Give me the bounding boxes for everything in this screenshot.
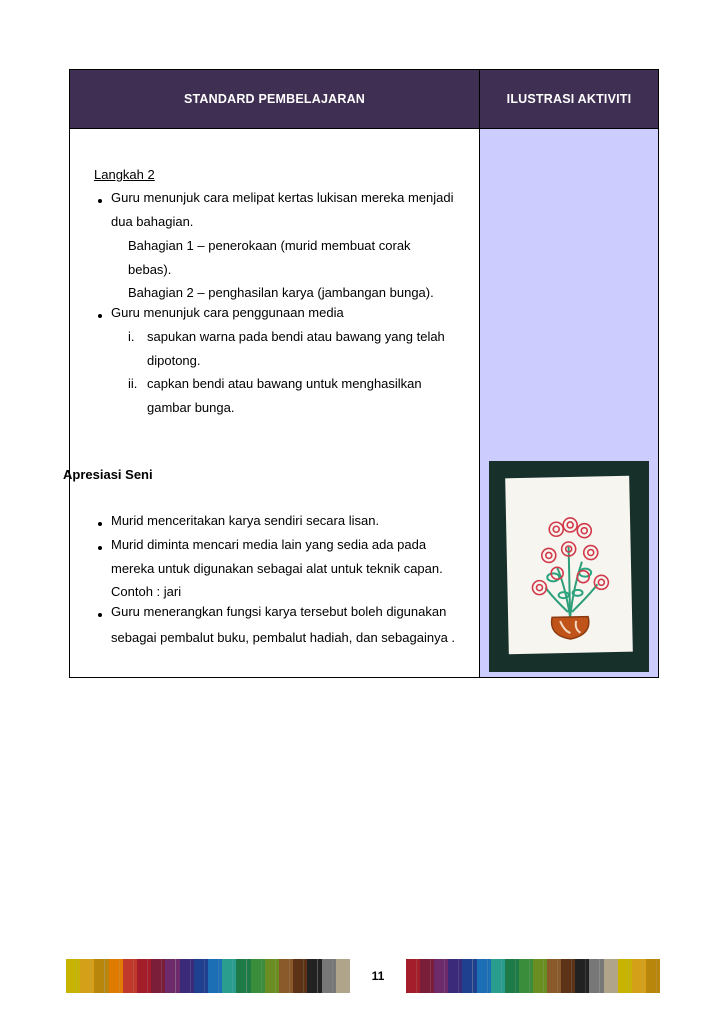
- sub-item-i-line-2: dipotong.: [147, 353, 201, 368]
- sub-item-i-label: i.: [128, 329, 135, 344]
- bullet-icon: [98, 314, 102, 318]
- bahagian-2: Bahagian 2 – penghasilan karya (jambangan bunga).: [128, 285, 434, 300]
- pencil: [208, 959, 222, 993]
- apresiasi-bullet-2-line-1: Murid diminta mencari media lain yang sedia ada pada: [111, 537, 427, 552]
- pencil: [165, 959, 179, 993]
- pencil: [94, 959, 108, 993]
- pencil-strip-right: [406, 959, 660, 993]
- pencil: [420, 959, 434, 993]
- pencil: [547, 959, 561, 993]
- pencil: [265, 959, 279, 993]
- apresiasi-bullet-2-line-3: Contoh : jari: [111, 584, 182, 599]
- pencil: [80, 959, 94, 993]
- pencil: [533, 959, 547, 993]
- pencil: [505, 959, 519, 993]
- pencil: [604, 959, 618, 993]
- pencil: [491, 959, 505, 993]
- pencil: [406, 959, 420, 993]
- bahagian-1-line-2: bebas).: [128, 262, 172, 277]
- pencil: [322, 959, 336, 993]
- pencil: [222, 959, 236, 993]
- pencil: [519, 959, 533, 993]
- sub-item-ii-line-1: capkan bendi atau bawang untuk menghasilkan: [147, 376, 422, 391]
- pencil: [561, 959, 575, 993]
- pencil: [434, 959, 448, 993]
- pencil: [180, 959, 194, 993]
- pencil: [66, 959, 80, 993]
- header-standard-pembelajaran: STANDARD PEMBELAJARAN: [183, 92, 366, 106]
- pencil: [477, 959, 491, 993]
- pencil: [279, 959, 293, 993]
- pencil: [194, 959, 208, 993]
- langkah-bullet-1-line-1: Guru menunjuk cara melipat kertas lukisan mereka menjadi: [111, 190, 454, 205]
- pencil: [236, 959, 250, 993]
- apresiasi-bullet-3-line-2: sebagai pembalut buku, pembalut hadiah, dan sebagainya .: [111, 630, 456, 645]
- sub-item-ii-line-2: gambar bunga.: [147, 400, 235, 415]
- pencil: [575, 959, 589, 993]
- apresiasi-bullet-2-line-2: mereka untuk digunakan sebagai alat untuk teknik capan.: [111, 561, 443, 576]
- bullet-icon: [98, 522, 102, 526]
- page-footer: [66, 959, 660, 993]
- pencil: [336, 959, 350, 993]
- langkah-bullet-2: Guru menunjuk cara penggunaan media: [111, 305, 344, 320]
- pencil-strip-left: [66, 959, 350, 993]
- pencil: [462, 959, 476, 993]
- bahagian-1-line-1: Bahagian 1 – penerokaan (murid membuat corak: [128, 238, 411, 253]
- pencil: [618, 959, 632, 993]
- apresiasi-title: Apresiasi Seni: [63, 467, 153, 482]
- langkah-bullet-1-line-2: dua bahagian.: [111, 214, 194, 229]
- sub-item-ii-label: ii.: [128, 376, 138, 391]
- pencil: [251, 959, 265, 993]
- pencil: [589, 959, 603, 993]
- bullet-icon: [98, 546, 102, 550]
- bullet-icon: [98, 199, 102, 203]
- langkah-title: Langkah 2: [94, 167, 155, 182]
- pencil: [646, 959, 660, 993]
- pencil: [448, 959, 462, 993]
- pencil: [151, 959, 165, 993]
- pencil: [137, 959, 151, 993]
- sub-item-i-line-1: sapukan warna pada bendi atau bawang yang telah: [147, 329, 445, 344]
- apresiasi-bullet-3-line-1: Guru menerangkan fungsi karya tersebut boleh digunakan: [111, 604, 447, 619]
- bullet-icon: [98, 613, 102, 617]
- header-ilustrasi-aktiviti: ILUSTRASI AKTIVITI: [506, 92, 632, 106]
- apresiasi-bullet-1: Murid menceritakan karya sendiri secara lisan.: [111, 513, 380, 528]
- pencil: [293, 959, 307, 993]
- pencil: [123, 959, 137, 993]
- pencil: [307, 959, 321, 993]
- pencil: [632, 959, 646, 993]
- pencil: [109, 959, 123, 993]
- page-number: 11: [353, 959, 403, 993]
